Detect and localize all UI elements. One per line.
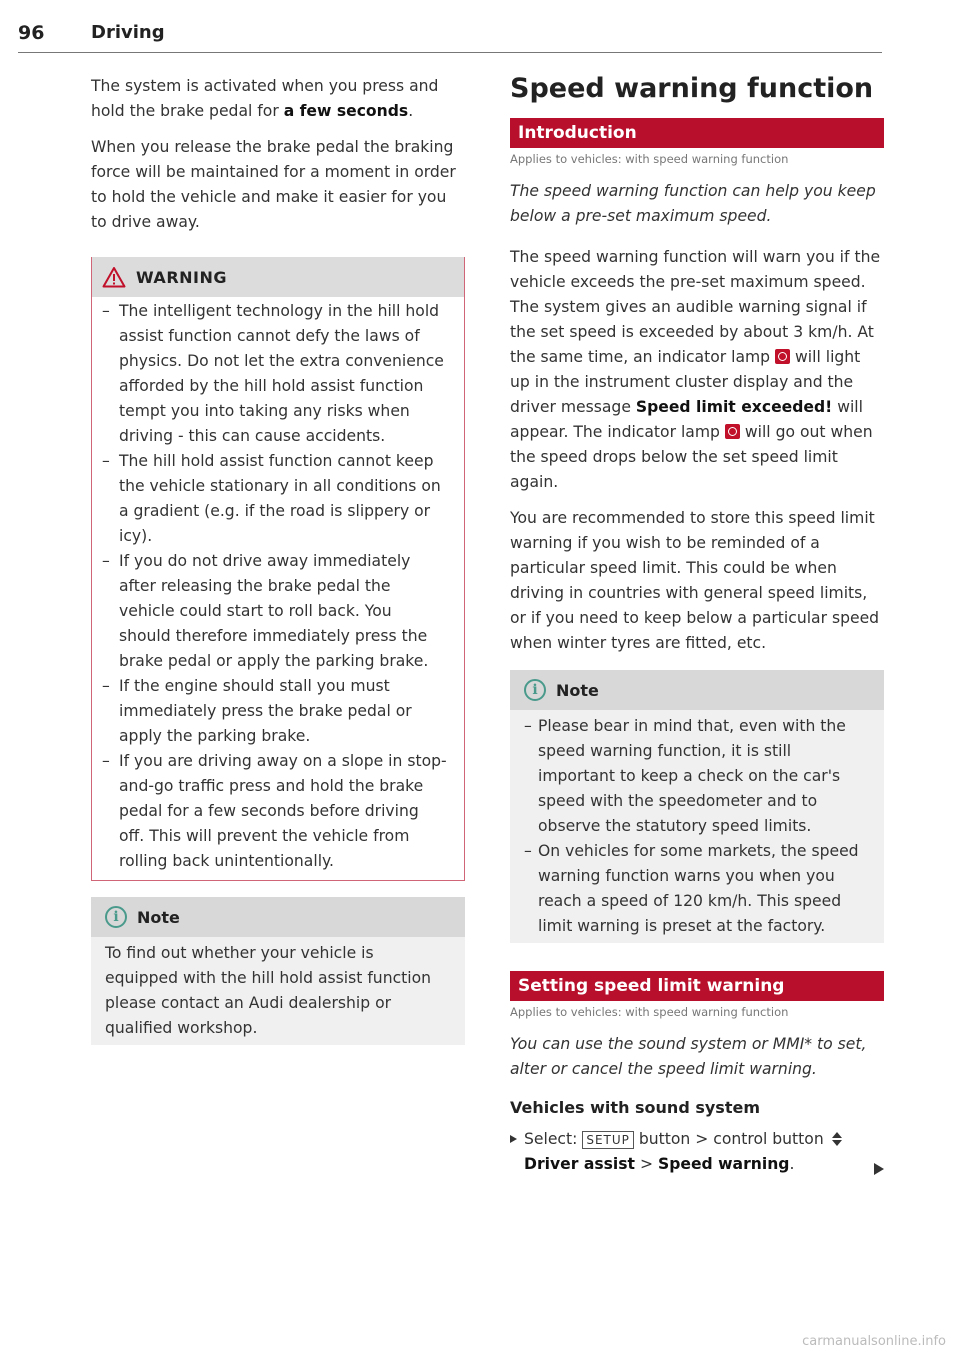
warning-body [92,297,464,880]
note-body [510,710,884,943]
note-box-right [510,670,884,943]
introduction-bar: Introduction [510,118,884,148]
watermark: carmanualsonline.info [802,1334,946,1349]
warning-header [92,257,464,297]
warning-item: – The hill hold assist function cannot keep the vehicle stationary in all conditions on a gradient (e.g. if the road is slippery or icy). [102,449,448,549]
warning-item: – If the engine should stall you must immediately press the brake pedal or apply the parking brake. [102,674,448,749]
chapter-title: Speed warning function [510,73,874,104]
subhead-sound-system: Vehicles with sound system [510,1098,760,1117]
setup-key: SETUP [582,1131,634,1149]
warning-item: – If you do not drive away immediately after releasing the brake pedal the vehicle could start to roll back. You should therefore immediately press the brake pedal or apply the parking brake. [102,549,448,674]
intro2-italic: You can use the sound system or MMI* to set, alter or cancel the speed limit warning. [510,1035,867,1078]
indicator-lamp-icon [775,349,790,364]
note-title: Note [556,680,599,700]
page-number: 96 [18,22,45,44]
note-text: To find out whether your vehicle is equipped with the hill hold assist function please contact an Audi dealership or qualified workshop. [105,944,432,1037]
paragraph-release: When you release the brake pedal the braking force will be maintained for a moment in order to hold the vehicle and make it easier for you to drive away. [91,138,456,231]
warning-title: WARNING [136,267,227,287]
up-down-icon [832,1132,842,1146]
step-arrow-icon [510,1135,517,1143]
paragraph-speed-warning: The speed warning function will warn you if the vehicle exceeds the pre-set maximum speed. The system gives an audible warning signal if the set speed is exceeded by about 3 km/h. At the same time, an indicator lamp will light up in the instrument cluster display and the driver message Speed limit exceeded! will appear. The indicator lamp will go out when the speed drops below the set speed limit again. [510,248,881,491]
warning-triangle-icon [102,266,126,288]
note-item: – Please bear in mind that, even with the speed warning function, it is still important to keep a check on the car's speed with the speedometer and to observe the statutory speed limits. [524,714,868,839]
applies-note: Applies to vehicles: with speed warning function [510,1005,789,1019]
warning-item: – The intelligent technology in the hill hold assist function cannot defy the laws of physics. Do not let the extra convenience afforded by the hill hold assist function tempt you into taking any risks when driving - this can cause accidents. [102,299,448,449]
right-column [510,74,884,1177]
paragraph-recommendation: You are recommended to store this speed limit warning if you wish to be reminded of a particular speed limit. This could be when driving in countries with general speed limits, or if you need to keep below a particular speed when winter tyres are fitted, etc. [510,509,880,652]
left-column [91,74,465,1045]
warning-item: – If you are driving away on a slope in stop-and-go traffic press and hold the brake pedal for a few seconds before driving off. This will prevent the vehicle from rolling back unintentionally. [102,749,448,874]
instruction-step: Select: SETUP button > control button Driver assist > Speed warning. [510,1127,884,1177]
note-header [510,670,884,710]
warning-list [102,299,448,874]
continue-arrow-icon [874,1163,884,1175]
intro-italic: The speed warning function can help you keep below a pre-set maximum speed. [510,182,876,225]
info-icon: i [105,906,127,928]
paragraph-activation: The system is activated when you press and hold the brake pedal for a few seconds. [91,77,439,120]
indicator-lamp-icon [725,424,740,439]
info-icon: i [524,679,546,701]
page-header [18,22,882,53]
note-body [91,937,465,1045]
applies-note: Applies to vehicles: with speed warning function [510,152,789,166]
note-list [524,714,868,939]
setting-bar: Setting speed limit warning [510,971,884,1001]
note-item: – On vehicles for some markets, the speed warning function warns you when you reach a speed of 120 km/h. This speed limit warning is preset at the factory. [524,839,868,939]
note-title: Note [137,907,180,927]
section-title: Driving [91,22,165,43]
note-header [91,897,465,937]
warning-box [91,257,465,881]
note-box-left [91,897,465,1045]
